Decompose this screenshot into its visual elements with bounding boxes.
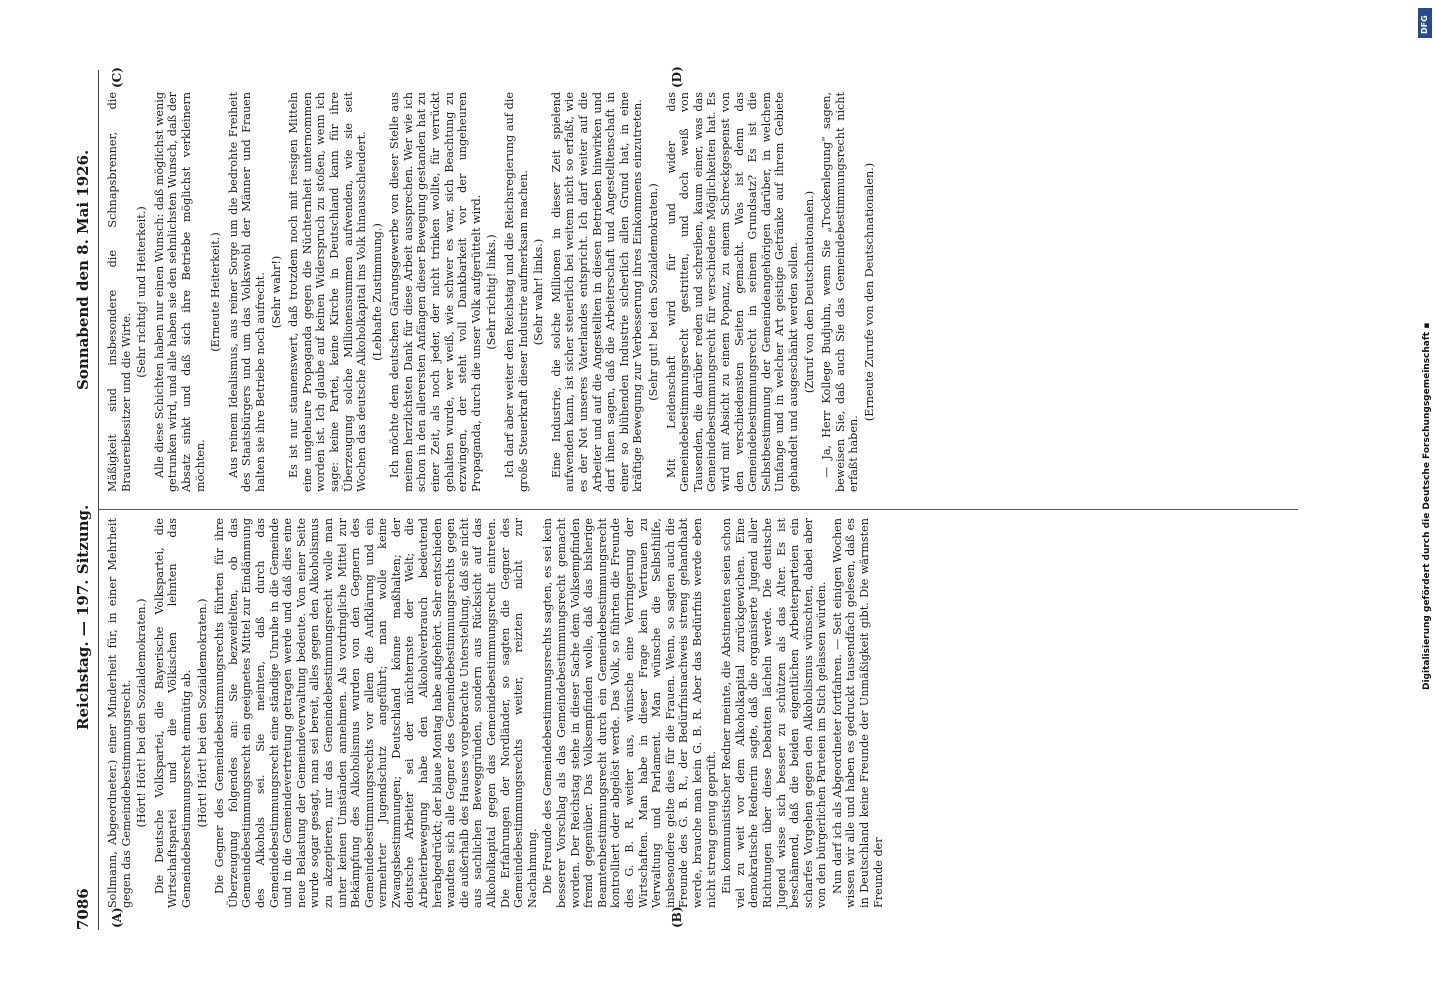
paragraph: Sollmann, Abgeordneter.) einer Minderheit für, in einer Mehrheit gegen das Gemeindebestimmungsrecht.: [106, 518, 133, 908]
column-divider: [98, 509, 1298, 510]
paragraph: Es ist nur staunenswert, daß trotzdem noch mit riesigen Mitteln eine ungeheure Propaganda gegen die Nüchternheit unternommen worden ist. Ich glaube auf keinen Widerspruch zu stoßen, wenn ich sage: keine Partei, keine Kirche in Deutschland kann für ihre Überzeugung solche Millionensummen aufwenden, wie sie seit Wochen das deutsche Alkoholkapital ins Volk hinausschleudert.: [287, 92, 369, 492]
interjection: (Hört! Hört! bei den Sozialdemokraten.): [195, 598, 209, 828]
interjection: (Sehr richtig! links.): [485, 234, 499, 350]
margin-c: (C): [110, 67, 124, 88]
interjection: (Sehr gut! bei den Sozialdemokraten.): [646, 183, 660, 401]
paragraph: Eine Industrie, die solche Millionen in dieser Zeit spielend aufwenden kann, ist sicher steuerlich bei weitem nicht so erfaßt, wie es der Not unseres Vaterlandes entspricht. Ich darf weiter auf die Arbeiter und auf die Angestellten in diesen Betrieben hinwirken und darf ihnen sagen, daß die Arbeiterschaft und Angestelltenschaft in einer so blühenden Industrie sicherlich allen Grund hat, in eine kräftige Bewegung zur Verbesserung ihres Einkommens einzutreten.: [549, 92, 645, 492]
page-number: 7086: [74, 888, 92, 930]
header-rule: [98, 70, 99, 930]
interjection: (Hört! Hört! bei den Sozialdemokraten.): [135, 598, 149, 828]
digitization-credit: Digitalisierung gefördert durch die Deutsche Forschungsgemeinschaft ▪: [1422, 322, 1432, 690]
interjection: (Sehr wahr!): [269, 255, 283, 329]
paragraph: Mit Leidenschaft wird für und wider das Gemeindebestimmungsrecht gestritten, und doch weiß von Tausenden, die darüber reden und schreiben, kaum einer, was das Gemeindebestimmungsrecht für verschiedene Möglichkeiten hat. Es wird mit Absicht zu einem Popanz, zu einem Schreckgespenst von den verschiedensten Seiten gemacht. Was ist denn das Gemeindebestimmungsrecht in seinem Grundsatz? Es ist die Selbstbestimmung der Gemeindeangehörigen darüber, in welchem Umfange und in welcher Art geistige Getränke auf ihrem Gebiete gehandelt und ausgeschänkt werden sollen.: [664, 92, 800, 492]
interjection: (Sehr wahr! links.): [532, 238, 546, 346]
dfg-logo: DFG: [1418, 8, 1432, 38]
margin-d: (D): [670, 66, 684, 88]
paragraph: Ein kommunistischer Redner meinte, die Abstinenten seien schon viel zu weit vor dem Alkoholkapital zurückgewichen. Eine demokratische Rednerin sagte, daß die organisierte Jugend aller Richtungen über diese Debatten lächeln werde. Die deutsche Jugend wisse sich besser zu schützen als das Alter. Es ist beschämend, daß die beiden eigentlichen Arbeiterparteien ein scharfes Vorgehen gegen den Alkoholismus wünschten, dabei aber von den bürgerlichen Parteien im Stich gelassen würden.: [720, 518, 829, 908]
paragraph: — Ja, Herr Kollege Budjuhn, wenn Sie „Trockenlegung“ sagen, beweisen Sie, daß auch Sie das Gemeindebestimmungsrecht nicht erfaßt haben.: [820, 92, 861, 492]
paragraph: Nun darf ich als Abgeordneter fortfahren. — Seit einigen Wochen wissen wir alle und haben es gedruckt tausendfach gelesen, daß es in Deutschland keine Freunde der Unmäßigkeit gibt. Die wärmsten Freunde der: [830, 518, 885, 908]
page-header: [70, 70, 96, 930]
paragraph: Die Gegner des Gemeindebestimmungsrechts führten für ihre Überzeugung folgendes an: Sie bezweifelten, ob das Gemeindebestimmungsrecht ein geeignetes Mittel zur Eindämmung des Alkohols sei. Sie meinten, daß durch das Gemeindebestimmungsrecht eine ständige Unruhe in die Gemeinde und in die Gemeindevertretung getragen werde und daß dies eine neue Belastung der Gemeindeverwaltung bedeute. Von einer Seite wurde sogar gesagt, man sei bereit, alles gegen den Alkoholismus zu akzeptieren, nur das Gemeindebestimmungsrecht wolle man unter keinen Umständen annehmen. Als vordringliche Mittel zur Bekämpfung des Alkoholismus wurden von den Gegnern des Gemeindebestimmungsrechts vor allem die Aufklärung und ein vermehrter Jugendschutz angeführt; man wolle keine Zwangsbestimmungen; Deutschland könne maßhalten; der deutsche Arbeiter sei der nüchternste der Welt; die Arbeiterbewegung habe den Alkoholverbrauch bedeutend herabgedrückt; der blaue Montag habe aufgehört. Sehr entschieden wandten sich alle Gegner des Gemeindebestimmungsrechts gegen die außerhalb des Hauses vorgebrachte Unterstellung, daß sie nicht aus sachlichen Beweggründen, sondern aus Rücksicht auf das Alkoholkapital gegen das Gemeindebestimmungsrecht eintreten. Die Erfahrungen der Nordländer, so sagten die Gegner des Gemeindebestimmungsrechts weiter, reizten nicht zur Nachahmung.: [213, 518, 539, 908]
interjection: (Sehr richtig! und Heiterkeit.): [135, 206, 149, 378]
paragraph: Alle diese Schichten haben nur einen Wunsch: daß möglichst wenig getrunken wird, und alle haben sie den sehnlichsten Wunsch, daß der Absatz sinkt und daß sich ihre Betriebe möglichst verkleinern möchten.: [152, 92, 207, 492]
rotated-page-content: [70, 66, 1310, 930]
interjection: (Erneute Zurufe von den Deutschnationalen.): [862, 162, 876, 422]
left-column: [106, 518, 887, 908]
paragraph: Ich darf aber weiter den Reichstag und die Reichsregierung auf die große Steuerkraft dieser Industrie aufmerksam machen.: [503, 92, 530, 492]
paragraph: Die Deutsche Volkspartei, die Bayerische Volkspartei, die Wirtschaftspartei und die Völkischen lehnten das Gemeindebestimmungsrecht einmütig ab.: [152, 518, 193, 908]
paragraph: Die Freunde des Gemeindebestimmungsrechts sagten, es sei kein besserer Vorschlag als das Gemeindebestimmungsrecht gemacht worden. Der Reichstag stehe in dieser Sache dem Volksempfinden fremd gegenüber. Das Volksempfinden wolle, daß das bisherige Beamtenbestimmungsrecht durch ein Gemeindebestimmungsrecht kontrolliert oder abgelöst werde. Das Volk, so führten die Freunde des G. B. R. weiter aus, wünsche eine Verringerung der Wirtschaften. Man habe in dieser Frage kein Vertrauen zu Verwaltung und Parlament. Man wünsche die Selbsthilfe, insbesondere gelte dies für die Frauen. Wenn, so sagten auch die Freunde des G. B. R., der Bedürfnisnachweis streng gehandhabt werde, brauche man kein G. B. R. Aber das Bedürfnis werde eben nicht streng genug geprüft.: [541, 518, 718, 908]
margin-b: (B): [670, 906, 684, 928]
interjection: (Lebhafte Zustimmung.): [370, 223, 384, 361]
margin-a: (A): [110, 907, 124, 928]
session-date: Sonnabend den 8. Mai 1926.: [74, 149, 92, 390]
paragraph: Mäßigkeit sind insbesondere die Schnapsbrenner, die Brauereibesitzer und die Wirte.: [106, 92, 133, 492]
paragraph: Ich möchte dem deutschen Gärungsgewerbe von dieser Stelle aus meinen herzlichsten Dank für diese Arbeit aussprechen. Wer wie ich schon in den allerersten Anfängen dieser Bewegung gestanden hat zu einer Zeit, als noch jeder, der nicht trinken wollte, für verrückt gehalten wurde, wer weiß, wie schwer es war, sich Beachtung zu erzwingen, der steht voll Dankbarkeit vor der ungeheuren Propaganda, durch die unser Volk aufgerüttelt wird.: [388, 92, 483, 492]
interjection: (Erneute Heiterkeit.): [209, 232, 223, 352]
session-title: Reichstag. — 197. Sitzung.: [74, 504, 92, 730]
right-column: [106, 92, 880, 492]
paragraph: Aus reinem Idealismus, aus reiner Sorge um die bedrohte Freiheit des Staatsbürgers und um das Volkswohl der Männer und Frauen halten sie ihre Betriebe noch aufrecht.: [226, 92, 267, 492]
interjection: (Zuruf von den Deutschnationalen.): [802, 190, 816, 394]
